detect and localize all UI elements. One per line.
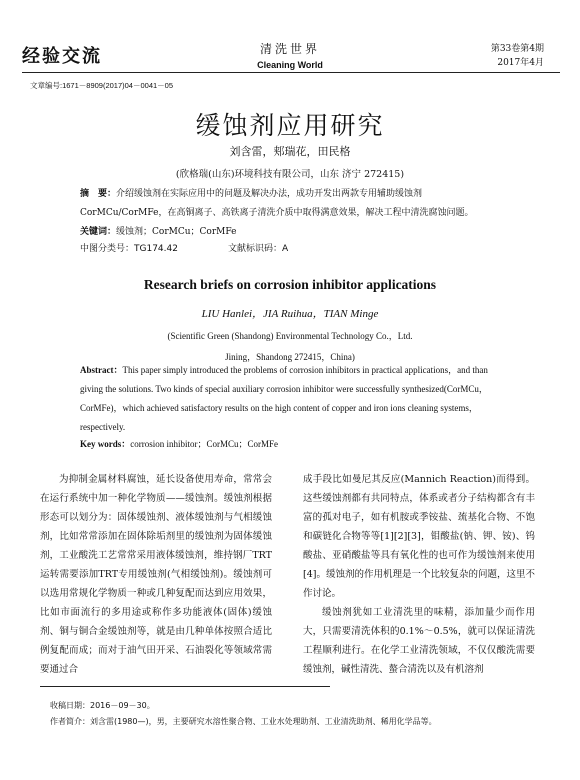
affiliation-en-line2: Jining，Shandong 272415，China)	[225, 352, 355, 362]
keywords-en-text: corrosion inhibitor；CorMCu；CorMFe	[130, 439, 278, 449]
title-cn: 缓蚀剂应用研究	[195, 111, 385, 140]
abstract-en-text: This paper simply introduced the problems of corrosion inhibitors in practical applications，and than giving the solutions. Two kinds of special auxiliary corrosion inhibitor were successfully synthesized(CorMCu，CorMFe)，which achieved satisfactory results on the high content of copper and iron ions cleaning systems，respectively.	[80, 365, 488, 432]
volume-issue: 第33卷第4期	[490, 44, 544, 54]
body-paragraph: 缓蚀剂犹如工业清洗里的味精，添加量少而作用大，只需要清洗体积的0.1%～0.5%，就可以保证清洗工程顺利进行。在化学工业清洗领域，不仅仅酸洗需要缓蚀剂，碱性清洗、螯合清洗以及有机溶剂	[303, 607, 535, 675]
body-paragraph: 为抑制金属材料腐蚀，延长设备使用寿命，常常会在运行系统中加一种化学物质——缓蚀剂。缓蚀剂根据形态可以划分为：固体缓蚀剂、液体缓蚀剂与气相缓蚀剂，比如常常添加在固体除垢剂里的缓蚀剂为固体缓蚀剂，工业酸洗工艺常常采用液体缓蚀剂，维持钢厂TRT运转需要添加TRT专用缓蚀剂(气相缓蚀剂)。缓蚀剂可以选用常规化学物质一种或几种复配而达到应用效果，比如市面流行的多用途或称作多功能液体(固体)缓蚀剂、铜与铜合金缓蚀剂等，就是由几种单体按照合适比例复配而成；而对于油气田开采、石油裂化等领域常需要通过合	[40, 474, 272, 675]
abstract-cn	[80, 185, 500, 223]
body-column-right	[303, 470, 535, 679]
article-number: 文章编号:1671－8909(2017)04－0041－05	[30, 81, 174, 90]
header-rule	[22, 72, 560, 73]
body-paragraph: 成手段比如曼尼其反应(Mannich Reaction)而得到。这些缓蚀剂都有共同特点，体系或者分子结构都含有丰富的孤对电子，如有机胺或季铵盐、巯基化合物、不饱和碳链化合物等等[1][2][3]，钼酸盐(钠、钾、铵)、钨酸盐、亚硝酸盐等具有氧化性的也可作为缓蚀剂来使用[4]。缓蚀剂的作用机理是一个比较复杂的问题，这里不作讨论。	[303, 474, 535, 599]
document-code: 文献标识码：A	[228, 244, 289, 254]
keywords-en	[80, 437, 278, 450]
section-tag: 经验交流	[22, 46, 102, 67]
author-bio: 作者简介：刘含雷(1980—)，男，主要研究水溶性聚合物、工业水处理助剂、工业清洗助剂、稀用化学品等。	[50, 717, 437, 726]
issue-info	[491, 42, 544, 70]
received-date: 收稿日期：2016－09－30。	[50, 701, 155, 710]
abstract-cn-text: 介绍缓蚀剂在实际应用中的问题及解决办法，成功开发出两款专用辅助缓蚀剂CorMCu/CorMFe，在高铜离子、高铁离子清洗介质中取得满意效果，解决工程中清洗腐蚀问题。	[80, 189, 474, 218]
keywords-cn-text: 缓蚀剂；CorMCu；CorMFe	[116, 227, 237, 237]
affiliation-cn: (欣格瑞(山东)环境科技有限公司，山东 济宁 272415)	[175, 169, 405, 180]
title-en: Research briefs on corrosion inhibitor applications	[143, 277, 437, 292]
authors-en: LIU Hanlei，JIA Ruihua，TIAN Minge	[201, 308, 379, 320]
keywords-cn	[80, 224, 236, 237]
footnote-rule	[40, 686, 330, 687]
keywords-en-label: Key words：	[80, 439, 131, 449]
journal-name-en: Cleaning World	[257, 60, 323, 70]
issue-date: 2017年4月	[497, 58, 544, 68]
journal-name-cn: 清洗世界	[259, 42, 320, 56]
classification-number: 中图分类号：TG174.42	[80, 244, 178, 254]
body-column-left	[40, 470, 272, 679]
keywords-cn-label: 关键词：	[80, 227, 117, 237]
abstract-cn-label: 摘 要：	[80, 189, 117, 199]
abstract-en-label: Abstract：	[80, 365, 123, 375]
authors-cn: 刘含雷，郏瑞花，田民格	[229, 145, 351, 158]
affiliation-en-line1: (Scientific Green (Shandong) Environmental Technology Co.，Ltd.	[167, 331, 413, 341]
abstract-en	[80, 361, 500, 437]
